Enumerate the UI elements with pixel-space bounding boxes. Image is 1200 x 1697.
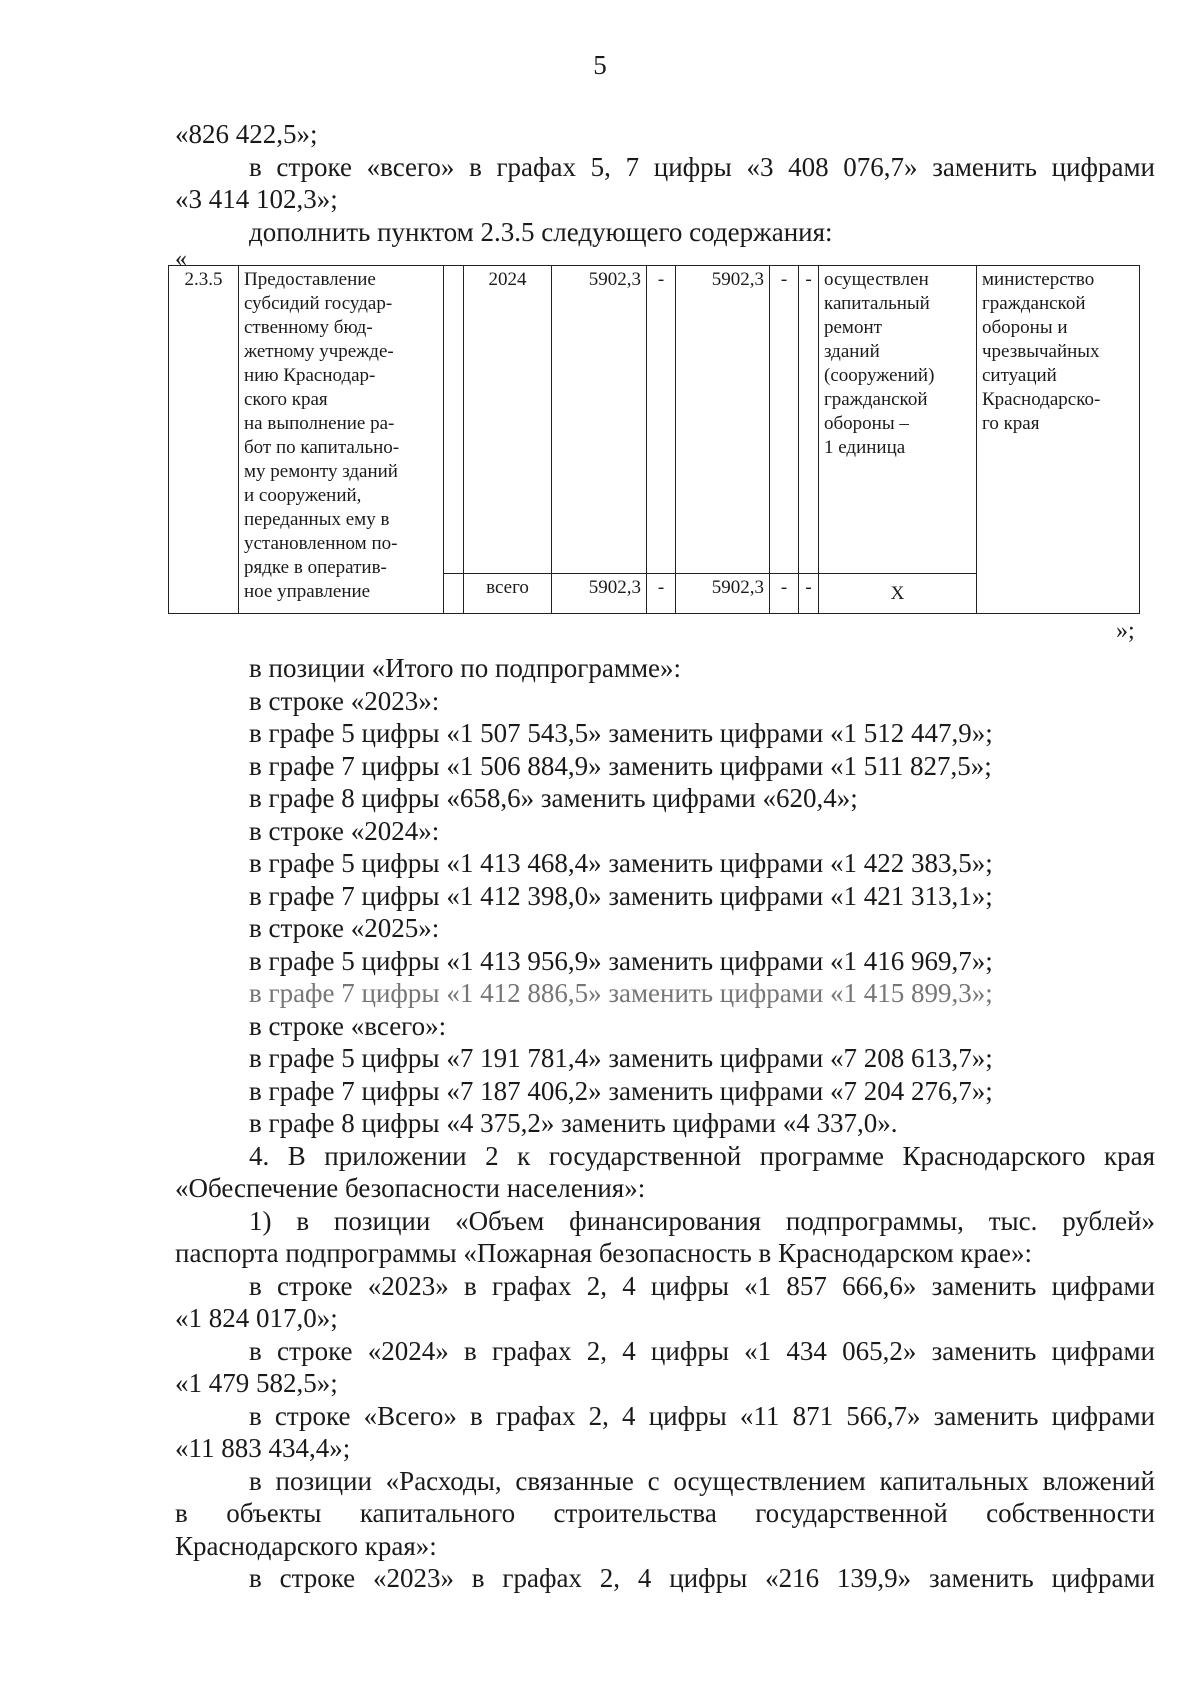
result-line: (сооружений) (824, 365, 935, 386)
text-line: Краснодарского края»: (175, 1530, 437, 1561)
name-line: переданных ему в (244, 509, 390, 530)
text-line: в строке «Всего» в графах 2, 4 цифры «11 871 566,7» заменить цифрами (249, 1400, 1155, 1431)
result-line: капитальный (824, 293, 930, 314)
name-line: ского края (244, 389, 328, 410)
result-line: гражданской (824, 389, 928, 410)
text-line: в графе 5 цифры «1 507 543,5» заменить цифрами «1 512 447,9»; (249, 718, 993, 748)
total-amount-cell: 5902,3 (552, 574, 647, 614)
name-line: и сооружений, (244, 485, 362, 506)
total-label-cell: всего (464, 574, 552, 614)
text-line: в графе 8 цифры «658,6» заменить цифрами «620,4»; (249, 783, 858, 813)
text-line: 1) в позиции «Объем финансирования подпрограммы, тыс. рублей» (249, 1205, 1155, 1236)
text-line: дополнить пунктом 2.3.5 следующего содержания: (249, 216, 833, 247)
empty-cell (444, 574, 464, 614)
intro-text (175, 118, 1155, 248)
name-line: рядке в оператив- (244, 557, 387, 578)
dash-cell: - (647, 266, 676, 574)
text-line: в графе 7 цифры «1 506 884,9» заменить цифрами «1 511 827,5»; (249, 750, 992, 781)
text-line: в строке «2025»: (249, 913, 440, 943)
text-line: в строке «2024»: (249, 815, 440, 846)
executor-line: обороны и (982, 317, 1068, 338)
text-line: в строке «всего» в графах 5, 7 цифры «3 408 076,7» заменить цифрами (249, 151, 1155, 182)
name-line: на выполнение ра- (244, 413, 395, 434)
text-line: в графе 5 цифры «1 413 956,9» заменить цифрами «1 416 969,7»; (249, 945, 993, 976)
name-line: ственному бюд- (244, 317, 373, 338)
text-line: 4. В приложении 2 к государственной программе Краснодарского края (249, 1140, 1155, 1171)
text-line: в позиции «Расходы, связанные с осуществлением капитальных вложений (249, 1465, 1155, 1496)
dash-cell: - (770, 574, 799, 614)
name-line: Предоставление (244, 269, 376, 290)
empty-cell (444, 266, 464, 574)
year-cell: 2024 (464, 266, 552, 574)
result-line: зданий (824, 341, 880, 362)
text-line: в строке «2023» в графах 2, 4 цифры «1 857 666,6» заменить цифрами (249, 1270, 1155, 1301)
executor-cell (977, 266, 1140, 614)
text-line: «1 479 582,5»; (175, 1368, 338, 1398)
text-line: в строке «2024» в графах 2, 4 цифры «1 434 065,2» заменить цифрами (249, 1335, 1155, 1366)
result-line: 1 единица (824, 437, 906, 458)
name-line: ное управление (244, 581, 371, 602)
text-line: в графе 8 цифры «4 375,2» заменить цифрами «4 337,0». (249, 1108, 898, 1138)
text-line: в строке «2023»: (249, 685, 440, 716)
text-line: в строке «всего»: (249, 1010, 447, 1041)
text-line: в графе 5 цифры «1 413 468,4» заменить цифрами «1 422 383,5»; (249, 848, 993, 878)
body-text (175, 652, 1155, 1595)
total-regional-cell: 5902,3 (676, 574, 770, 614)
text-line: «Обеспечение безопасности населения»: (175, 1173, 646, 1203)
text-line: «1 824 017,0»; (175, 1303, 338, 1333)
measure-name-cell (239, 266, 444, 614)
text-line: в графе 7 цифры «1 412 886,5» заменить цифрами «1 415 899,3»; (249, 978, 993, 1008)
name-line: бот по капитально- (244, 437, 400, 458)
result-line: обороны – (824, 413, 909, 434)
executor-line: чрезвычайных (982, 341, 1100, 362)
result-cell (819, 266, 977, 574)
text-line: в графе 5 цифры «7 191 781,4» заменить цифрами «7 208 613,7»; (249, 1043, 993, 1073)
text-line: «3 414 102,3»; (175, 184, 338, 214)
result-line: ремонт (824, 317, 882, 338)
table-open-quote: « (175, 246, 187, 272)
name-line: жетному учрежде- (244, 341, 394, 362)
text-line: «826 422,5»; (175, 119, 318, 149)
amount-cell: 5902,3 (552, 266, 647, 574)
page-number: 5 (593, 50, 607, 80)
text-line: в графе 7 цифры «1 412 398,0» заменить цифрами «1 421 313,1»; (249, 880, 993, 911)
text-line: в графе 7 цифры «7 187 406,2» заменить цифрами «7 204 276,7»; (249, 1075, 993, 1106)
table-row (169, 266, 1140, 574)
amendment-table (168, 265, 1140, 614)
text-line: в объекты капитального строительства государственной собственности (175, 1498, 1155, 1528)
name-line: му ремонту зданий (244, 461, 398, 482)
dash-cell: - (799, 574, 819, 614)
table-close-quote: »; (1116, 618, 1135, 644)
regional-amount-cell: 5902,3 (676, 266, 770, 574)
text-line: паспорта подпрограммы «Пожарная безопасность в Краснодарском крае»: (175, 1238, 1033, 1268)
executor-line: гражданской (982, 293, 1086, 314)
row-number: 2.3.5 (169, 266, 239, 614)
name-line: установленном по- (244, 533, 398, 554)
text-line: в строке «2023» в графах 2, 4 цифры «216 139,9» заменить цифрами (249, 1563, 1155, 1593)
dash-cell: - (799, 266, 819, 574)
text-line: в позиции «Итого по подпрограмме»: (249, 653, 682, 683)
total-mark-cell: Х (819, 574, 977, 614)
executor-line: Краснодарско- (982, 389, 1101, 410)
name-line: субсидий государ- (244, 293, 393, 314)
executor-line: ситуаций (982, 365, 1057, 386)
text-line: «11 883 434,4»; (175, 1433, 351, 1463)
result-line: осуществлен (824, 269, 929, 290)
dash-cell: - (770, 266, 799, 574)
executor-line: министерство (982, 269, 1095, 290)
name-line: нию Краснодар- (244, 365, 376, 386)
executor-line: го края (982, 413, 1040, 434)
dash-cell: - (647, 574, 676, 614)
